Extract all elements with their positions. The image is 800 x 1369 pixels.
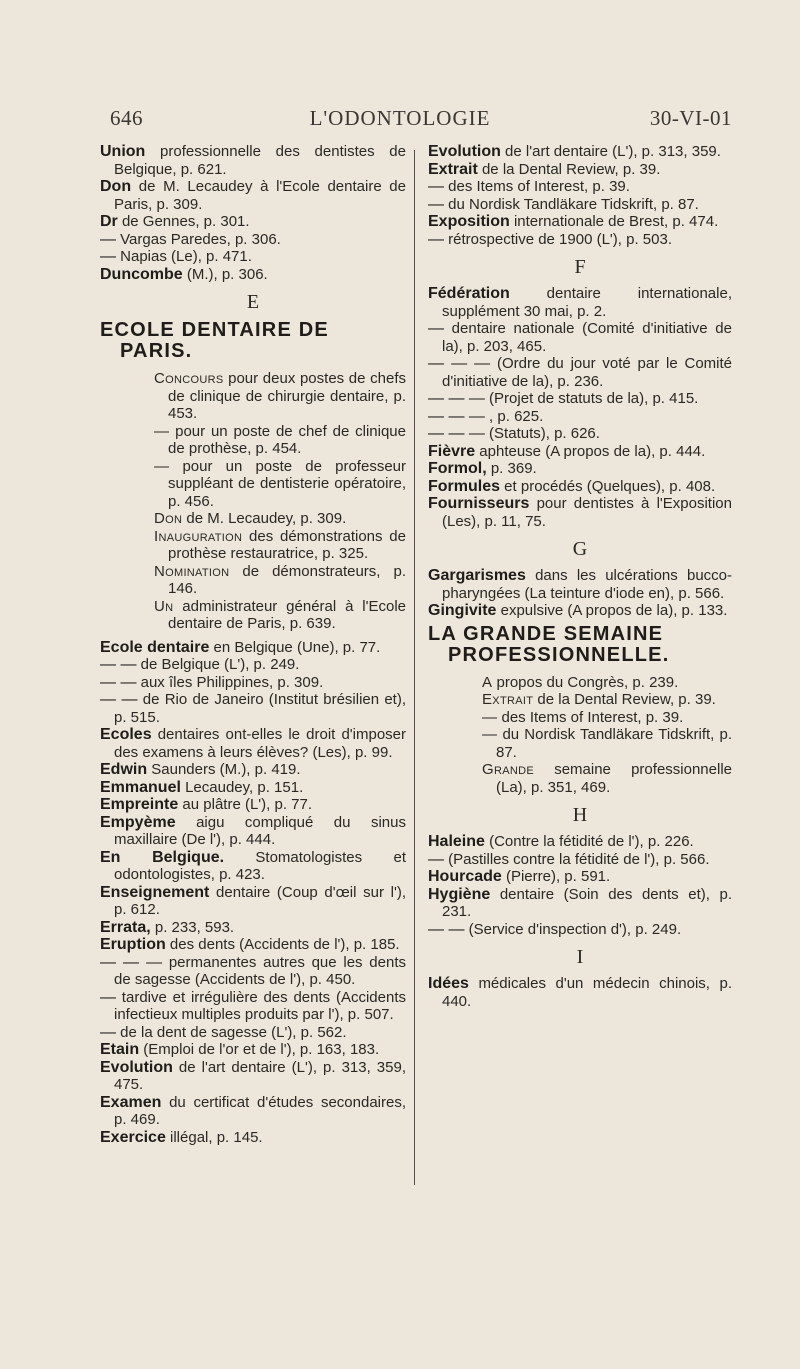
entry-keyword: — — — <box>428 425 485 442</box>
page-number: 646 <box>110 106 143 130</box>
entry-text: des dents (Accidents de l'), p. 185. <box>165 936 400 953</box>
entries-e-continued <box>428 143 732 248</box>
entry-text: dentaire (Soin des dents et), p. 231. <box>442 885 732 920</box>
index-entry <box>428 495 732 530</box>
index-entry <box>428 408 732 426</box>
section-title-semaine: LA GRANDE SEMAINE PROFESSIONNELLE. <box>428 622 670 666</box>
entry-text: en Belgique (Une), p. 77. <box>209 638 381 656</box>
entry-text: et procédés (Quelques), p. 408. <box>500 477 716 495</box>
index-entry <box>100 814 406 849</box>
index-entry <box>154 563 406 598</box>
entry-text: du certificat d'études secondaires, p. 469. <box>114 1093 406 1128</box>
entry-text: p. 369. <box>486 460 537 477</box>
entry-keyword: — <box>482 708 498 726</box>
entry-keyword: Formules <box>428 477 501 495</box>
entry-text: de Belgique (L'), p. 249. <box>136 656 300 673</box>
section-title-ecole: ECOLE DENTAIRE DE PARIS. <box>100 319 329 362</box>
index-entry <box>428 143 732 161</box>
entry-text: de l'art dentaire (L'), p. 313, 359, 475. <box>114 1058 406 1093</box>
entries-h <box>428 833 732 938</box>
entry-keyword: — <box>100 988 116 1006</box>
letter-heading-f: F <box>574 256 586 278</box>
entry-keyword: Inauguration <box>154 527 243 545</box>
entry-keyword: — <box>428 178 444 195</box>
entry-keyword: Duncombe <box>100 265 183 283</box>
index-entry <box>100 639 406 657</box>
index-entry <box>482 761 732 796</box>
index-entry <box>100 178 406 213</box>
index-entry <box>100 674 406 692</box>
entry-text: Lecaudey, p. 151. <box>180 778 304 796</box>
entry-keyword: — — <box>428 920 465 938</box>
entries-e <box>100 639 406 1147</box>
entry-keyword: Gargarismes <box>428 567 526 584</box>
index-entry <box>100 691 406 726</box>
index-entry <box>100 954 406 989</box>
entry-text: permanentes autres que les dents de sagesse (Accidents de l'), p. 450. <box>114 953 407 988</box>
index-entry <box>100 213 406 231</box>
index-entry <box>100 1041 406 1059</box>
entry-keyword: Empreinte <box>100 796 179 813</box>
entry-keyword: Extrait <box>428 160 478 178</box>
letter-heading-h: H <box>572 804 588 826</box>
entry-text: pour dentistes à l'Exposition (Les), p. 11, 75. <box>442 495 732 530</box>
left-column <box>100 143 406 1146</box>
entry-text: illégal, p. 145. <box>165 1128 263 1146</box>
index-entry <box>100 989 406 1024</box>
entry-text: médicales d'un médecin chinois, p. 440. <box>442 975 732 1010</box>
entry-text: (Pierre), p. 591. <box>501 868 611 885</box>
letter-heading-e: E <box>246 291 260 313</box>
entry-keyword: Exercice <box>100 1128 166 1146</box>
entry-keyword: Evolution <box>428 143 501 160</box>
index-entry <box>100 1024 406 1042</box>
entry-keyword: — — <box>100 691 138 708</box>
entry-text: de la dent de sagesse (L'), p. 562. <box>116 1023 347 1041</box>
entry-text: expulsive (A propos de la), p. 133. <box>496 602 728 619</box>
index-entry <box>100 656 406 674</box>
entry-text: des Items of Interest, p. 39. <box>444 178 630 195</box>
index-entry <box>428 921 732 939</box>
entry-text: internationale de Brest, p. 474. <box>509 213 719 230</box>
entry-text: , p. 625. <box>484 407 544 425</box>
entry-text: aphteuse (A propos de la), p. 444. <box>475 442 706 460</box>
index-entry <box>154 598 406 633</box>
entry-text: pour deux postes de chefs de clinique de chirurgie dentaire, p. 453. <box>168 370 406 422</box>
index-entry <box>154 528 406 563</box>
entry-keyword: — — — <box>428 407 485 425</box>
index-entry <box>428 178 732 196</box>
entry-text: aux îles Philippines, p. 309. <box>136 673 324 691</box>
index-entry <box>482 674 732 692</box>
entry-keyword: Grande <box>482 761 534 778</box>
index-entry <box>100 796 406 814</box>
index-entry <box>428 460 732 478</box>
entry-text: pour un poste de professeur suppléant de dentisterie opératoire, p. 456. <box>168 457 406 510</box>
entry-keyword: Fournisseurs <box>428 495 530 512</box>
entry-keyword: — — — <box>100 953 163 971</box>
entry-keyword: — <box>100 230 116 248</box>
entries-g <box>428 567 732 620</box>
entry-text: du Nordisk Tandläkare Tidskrift, p. 87. <box>496 726 732 761</box>
entry-keyword: Eruption <box>100 936 166 953</box>
entry-text: (Service d'inspection d'), p. 249. <box>464 920 682 938</box>
entry-text: de la Dental Review, p. 39. <box>477 160 661 178</box>
index-entry <box>100 1129 406 1147</box>
entry-keyword: — <box>100 1023 116 1041</box>
index-entry <box>100 919 406 937</box>
entry-keyword: Fédération <box>428 285 510 302</box>
index-entry <box>100 266 406 284</box>
index-entry <box>428 833 732 851</box>
entries-f <box>428 285 732 530</box>
entry-keyword: Don <box>154 510 183 527</box>
column-divider <box>414 150 415 1185</box>
entry-keyword: A <box>482 673 493 691</box>
index-entry <box>428 851 732 869</box>
entry-keyword: Emmanuel <box>100 778 181 796</box>
index-entry <box>428 886 732 921</box>
entry-keyword: — <box>154 457 170 475</box>
entry-text: au plâtre (L'), p. 77. <box>178 796 313 813</box>
entry-keyword: Errata, <box>100 918 151 936</box>
entry-keyword: En Belgique. <box>100 848 225 866</box>
entry-keyword: Fièvre <box>428 442 476 460</box>
index-entry <box>154 510 406 528</box>
index-entry <box>428 213 732 231</box>
entry-text: de Rio de Janeiro (Institut brésilien et), p. 515. <box>114 691 406 726</box>
entry-text: pour un poste de chef de clinique de prothèse, p. 454. <box>168 422 406 457</box>
entry-text: semaine professionnelle (La), p. 351, 469. <box>496 761 732 796</box>
entry-keyword: Hourcade <box>428 868 502 885</box>
issue-date: 30-VI-01 <box>649 106 732 130</box>
entry-keyword: Examen <box>100 1093 162 1111</box>
entry-keyword: Hygiène <box>428 885 491 903</box>
entry-keyword: — — <box>100 673 137 691</box>
entry-text: professionnelle des dentistes de Belgique, p. 621. <box>114 143 406 178</box>
entry-keyword: Gingivite <box>428 602 497 619</box>
index-entry <box>428 443 732 461</box>
entry-keyword: — — <box>100 656 137 673</box>
entry-keyword: Ecoles <box>100 726 152 743</box>
index-entry <box>100 849 406 884</box>
index-entry <box>154 458 406 511</box>
entry-text: p. 233, 593. <box>150 918 235 936</box>
index-entry <box>100 1059 406 1094</box>
index-entry <box>100 1094 406 1129</box>
entry-text: Vargas Paredes, p. 306. <box>116 230 281 248</box>
entry-keyword: Un <box>154 597 174 615</box>
index-entry <box>428 390 732 408</box>
index-entry <box>428 196 732 214</box>
entry-keyword: Exposition <box>428 213 510 230</box>
index-entry <box>100 884 406 919</box>
entry-text: de la Dental Review, p. 39. <box>533 691 716 708</box>
entry-keyword: — <box>482 726 498 743</box>
entry-keyword: Evolution <box>100 1058 173 1076</box>
entry-keyword: — — — <box>428 390 485 407</box>
entry-text: de Gennes, p. 301. <box>117 213 250 230</box>
entry-keyword: — <box>428 230 444 248</box>
entry-text: Saunders (M.), p. 419. <box>147 761 301 778</box>
letter-heading-g: G <box>572 538 588 560</box>
ecole-subentries <box>100 370 406 633</box>
entry-keyword: Union <box>100 143 146 160</box>
entry-keyword: Extrait <box>482 691 534 708</box>
index-entry <box>482 691 732 709</box>
entry-text: dentaires ont-elles le droit d'imposer des examens à leurs élèves? (Les), p. 99. <box>114 726 406 761</box>
index-entry <box>154 370 406 423</box>
entries-d-continued <box>100 143 406 283</box>
index-entry <box>428 602 732 620</box>
entry-keyword: Concours <box>154 370 224 387</box>
index-entry <box>428 320 732 355</box>
entry-text: des démonstrations de prothèse restauratrice, p. 325. <box>168 527 406 562</box>
index-entry <box>100 726 406 761</box>
entry-keyword: — <box>428 195 444 213</box>
index-entry <box>428 425 732 443</box>
entry-keyword: — — — <box>428 355 491 372</box>
entry-text: (M.), p. 306. <box>182 265 268 283</box>
entry-text: du Nordisk Tandläkare Tidskrift, p. 87. <box>444 195 699 213</box>
entry-text: (Pastilles contre la fétidité de l'), p. 566. <box>444 850 710 868</box>
entry-text: tardive et irrégulière des dents (Accidents infectieux multiples produits par l'), p. 507. <box>114 988 406 1023</box>
entry-text: dentaire (Coup d'œil sur l'), p. 612. <box>114 883 406 918</box>
entry-text: propos du Congrès, p. 239. <box>492 673 679 691</box>
entry-text: de M. Lecaudey, p. 309. <box>182 510 347 527</box>
entry-text: rétrospective de 1900 (L'), p. 503. <box>444 230 672 248</box>
index-entry <box>100 761 406 779</box>
entry-text: (Statuts), p. 626. <box>484 425 600 442</box>
entries-i <box>428 975 732 1010</box>
index-entry <box>428 567 732 602</box>
entry-keyword: Edwin <box>100 761 148 778</box>
entry-keyword: Haleine <box>428 833 485 850</box>
entry-text: de M. Lecaudey à l'Ecole dentaire de Paris, p. 309. <box>114 178 406 213</box>
index-entry <box>482 709 732 727</box>
entry-text: dentaire nationale (Comité d'initiative de la), p. 203, 465. <box>442 320 732 355</box>
index-entry <box>154 423 406 458</box>
entry-keyword: — <box>100 248 116 265</box>
entry-keyword: Dr <box>100 213 118 230</box>
semaine-subentries <box>428 674 732 797</box>
running-title: L'ODONTOLOGIE <box>309 106 491 130</box>
entry-keyword: — <box>428 320 444 337</box>
entry-keyword: — <box>428 850 444 868</box>
entry-text: des Items of Interest, p. 39. <box>497 708 684 726</box>
index-entry <box>482 726 732 761</box>
index-entry <box>100 231 406 249</box>
index-entry <box>428 285 732 320</box>
entry-keyword: Nomination <box>154 562 230 580</box>
entry-text: dentaire internationale, supplément 30 mai, p. 2. <box>442 285 732 320</box>
entry-keyword: Etain <box>100 1041 140 1058</box>
entry-text: aigu compliqué du sinus maxillaire (De l'), p. 444. <box>114 813 406 848</box>
right-column <box>428 143 732 1010</box>
index-entry <box>428 355 732 390</box>
entry-text: (Projet de statuts de la), p. 415. <box>484 390 699 407</box>
entry-text: (Emploi de l'or et de l'), p. 163, 183. <box>139 1041 380 1058</box>
entry-keyword: Idées <box>428 975 469 992</box>
index-entry <box>428 478 732 496</box>
entry-text: Stomatologistes et odontologistes, p. 423. <box>114 848 406 883</box>
entry-keyword: — <box>154 422 170 440</box>
index-entry <box>428 868 732 886</box>
index-entry <box>428 975 732 1010</box>
entry-text: (Ordre du jour voté par le Comité d'initiative de la), p. 236. <box>442 355 732 390</box>
index-entry <box>428 161 732 179</box>
index-entry <box>100 143 406 178</box>
entry-text: Napias (Le), p. 471. <box>116 248 252 265</box>
letter-heading-i: I <box>576 946 584 968</box>
entry-keyword: Formol, <box>428 460 487 477</box>
index-entry <box>100 248 406 266</box>
entry-text: (Contre la fétidité de l'), p. 226. <box>484 833 694 850</box>
index-entry <box>428 231 732 249</box>
entry-keyword: Enseignement <box>100 883 210 901</box>
entry-keyword: Empyème <box>100 813 176 831</box>
index-entry <box>100 779 406 797</box>
entry-text: de l'art dentaire (L'), p. 313, 359. <box>500 143 721 160</box>
entry-text: administrateur général à l'Ecole dentaire de Paris, p. 639. <box>168 597 406 632</box>
entry-text: dans les ulcérations bucco-pharyngées (La teinture d'iode en), p. 566. <box>442 567 732 602</box>
entry-text: de démonstrateurs, p. 146. <box>168 562 406 597</box>
index-entry <box>100 936 406 954</box>
entry-keyword: Ecole dentaire <box>100 638 210 656</box>
entry-keyword: Don <box>100 178 132 195</box>
